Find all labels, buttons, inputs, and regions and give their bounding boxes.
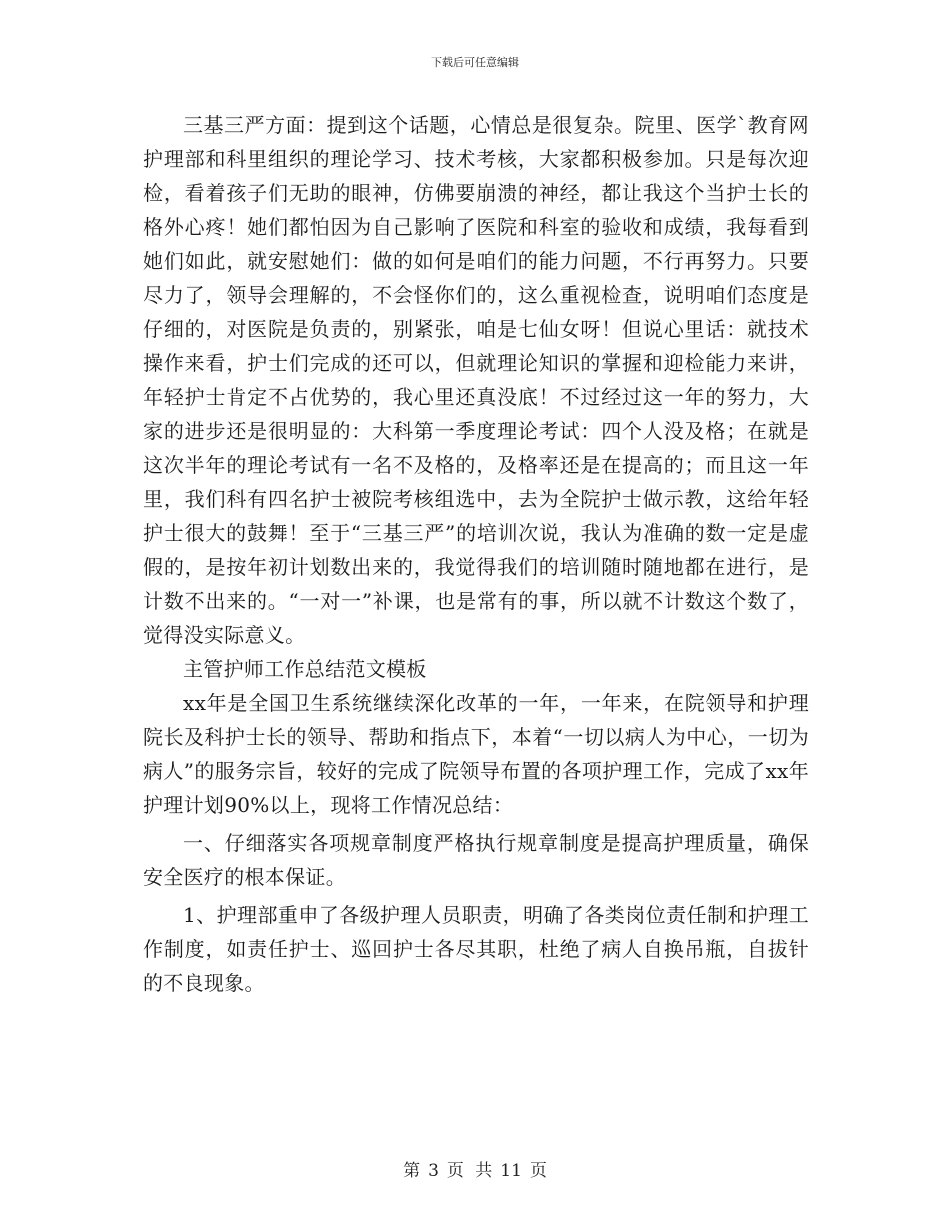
footer-suffix: 页 xyxy=(529,1161,547,1181)
footer-prefix: 第 xyxy=(403,1161,421,1181)
paragraph-three-basics: 三基三严方面：提到这个话题，心情总是很复杂。院里、医学`教育网护理部和科里组织的理论学习、技术考核，大家都积极参加。只是每次迎检，看着孩子们无助的眼神，仿佛要崩溃的神经，都让我这个当护士长的格外心疼！她们都怕因为自己影响了医院和科室的验收和成绩，我每看到她们如此，就安慰她们：做的如何是咱们的能力问题，不行再努力。只要尽力了，领导会理解的，不会怪你们的，这么重视检查，说明咱们态度是仔细的，对医院是负责的，别紧张，咱是七仙女呀！但说心里话：就技术操作来看，护士们完成的还可以，但就理论知识的掌握和迎检能力来讲，年轻护士肯定不占优势的，我心里还真没底！不过经过这一年的努力，大家的进步还是很明显的：大科第一季度理论考试：四个人没及格；在就是这次半年的理论考试有一名不及格的，及格率还是在提高的；而且这一年里，我们科有四名护士被院考核组选中，去为全院护士做示教，这给年轻护士很大的鼓舞！至于“三基三严”的培训次说，我认为准确的数一定是虚假的，是按年初计划数出来的，我觉得我们的培训随时随地都在进行，是计数不出来的。“一对一”补课，也是常有的事，所以就不计数这个数了，觉得没实际意义。 xyxy=(143,113,809,647)
paragraph-section-one: 一、仔细落实各项规章制度严格执行规章制度是提高护理质量，确保安全医疗的根本保证。 xyxy=(143,831,809,889)
page-footer xyxy=(0,1156,950,1181)
footer-middle: 页 共 xyxy=(446,1161,493,1181)
document-body xyxy=(143,108,809,1000)
page-header: 下载后可任意编辑 xyxy=(431,56,519,69)
paragraph-item-one: 1、护理部重申了各级护理人员职责，明确了各类岗位责任制和护理工作制度，如责任护士、巡回护士各尽其职，杜绝了病人自换吊瓶，自拔针的不良现象。 xyxy=(143,903,809,995)
footer-page-number: 3 xyxy=(428,1161,439,1181)
paragraph-year-summary: xx年是全国卫生系统继续深化改革的一年，一年来，在院领导和护理院长及科护士长的领导、帮助和指点下，本着“一切以病人为中心，一切为病人”的服务宗旨，较好的完成了院领导布置的各项护理工作，完成了xx年护理计划90%以上，现将工作情况总结： xyxy=(143,691,809,817)
footer-total-pages: 11 xyxy=(500,1161,522,1181)
section-title: 主管护师工作总结范文模板 xyxy=(183,657,427,681)
